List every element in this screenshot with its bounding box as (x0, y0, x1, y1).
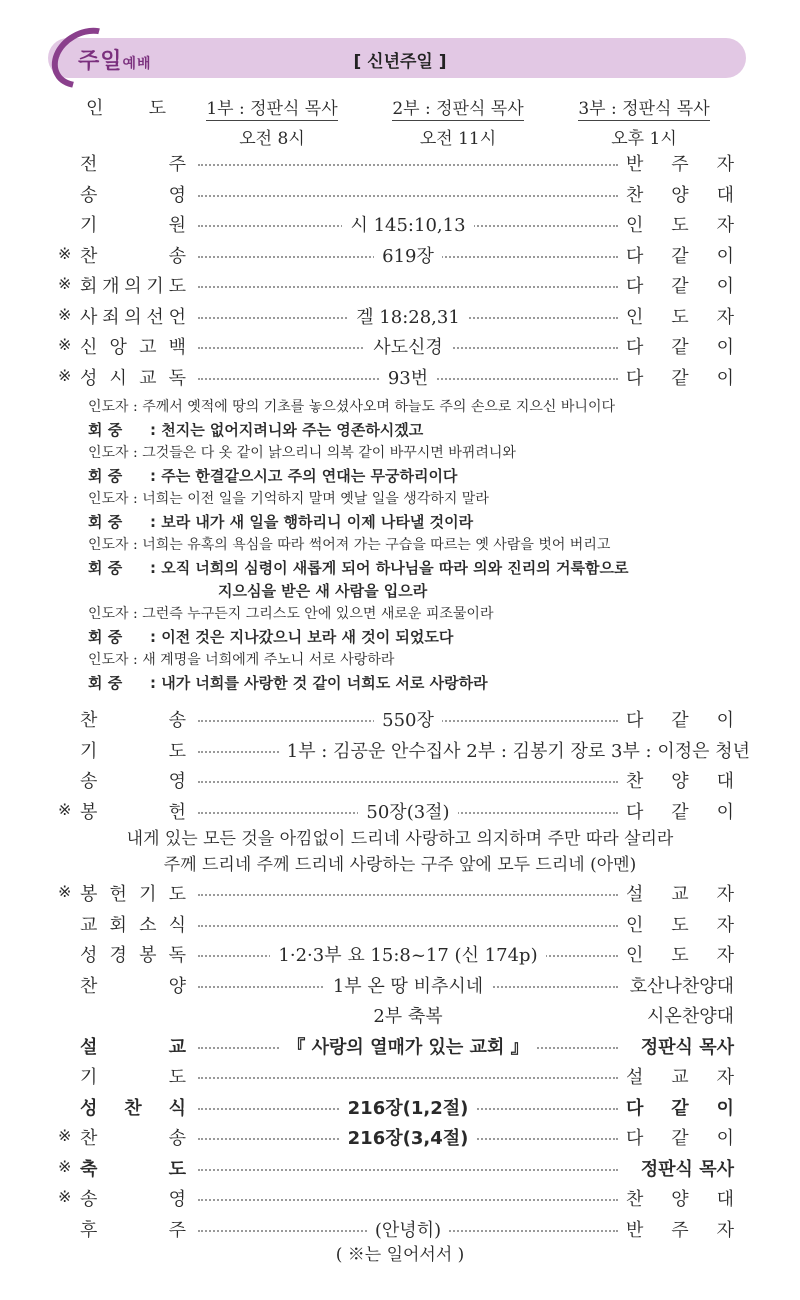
order-item-person: 다 같 이 (626, 276, 734, 297)
order-item-label: 성 경 봉 독 (80, 945, 186, 966)
order-item-person: 반 주 자 (626, 1219, 734, 1241)
stand-mark: ※ (58, 274, 72, 293)
congregation-label: 회 중 (88, 628, 123, 646)
stand-mark: ※ (58, 1187, 72, 1206)
service-theme: [ 신년주일 ] (353, 52, 447, 72)
reading-line: 회 중 : 주는 한결같으시고 주의 연대는 무궁하리이다 (88, 465, 748, 488)
leaders-label: 인 도 (86, 98, 166, 119)
order-row (0, 242, 800, 270)
order-item-person: 인 도 자 (626, 215, 734, 236)
order-row (0, 1033, 800, 1061)
dot-leader (198, 164, 618, 166)
order-item-detail: 216장(1,2절) (198, 1094, 618, 1120)
dot-leader (198, 286, 618, 288)
order-row (0, 1124, 800, 1152)
order-item-person: 다 같 이 (626, 1097, 734, 1119)
order-row (0, 1063, 800, 1091)
footer-note: ( ※는 일어서서 ) (335, 1245, 465, 1265)
order-row (0, 798, 800, 826)
order-item-label: 찬 송 (80, 1128, 186, 1149)
order-item-detail: 1부 : 김공운 안수집사 2부 : 김봉기 장로 3부 : 이정은 청년 (226, 737, 750, 763)
order-item-detail: 50장(3절) (198, 798, 618, 824)
congregation-label: 회 중 (88, 513, 123, 531)
order-item-person: 다 같 이 (626, 245, 734, 267)
order-item-label: 후 주 (80, 1219, 186, 1241)
order-item-label: 기 도 (80, 1067, 186, 1088)
order-item-label: 성 시 교 독 (80, 367, 186, 389)
order-item-person: 인 도 자 (626, 306, 734, 328)
order-item-person: 다 같 이 (626, 367, 734, 389)
order-item-person: 반 주 자 (626, 154, 734, 175)
order-item-detail: 619장 (198, 242, 618, 268)
order-row (0, 333, 800, 361)
order-item-person: 설 교 자 (626, 1067, 734, 1088)
order-item-person: 다 같 이 (626, 801, 734, 823)
dot-leader (198, 195, 618, 197)
order-item-detail: 216장(3,4절) (198, 1124, 618, 1150)
order-row (0, 737, 800, 765)
order-item-label: 봉 헌 (80, 801, 186, 823)
order-item-label: 축 도 (80, 1158, 186, 1180)
order-item-detail: 『 사랑의 열매가 있는 교회 』 (198, 1033, 618, 1059)
order-item-label: 송 영 (80, 184, 186, 206)
order-item-label: 기 도 (80, 740, 186, 762)
dot-leader (198, 781, 618, 783)
order-item-person: 시온찬양대 (647, 1006, 734, 1027)
reading-line: 인도자 : 새 계명을 너희에게 주노니 서로 사랑하라 (88, 652, 395, 668)
order-item-detail: 550장 (198, 706, 618, 732)
order-row (0, 181, 800, 209)
order-item-person: 다 같 이 (626, 1128, 734, 1149)
order-item-detail: 1·2·3부 요 15:8~17 (신 174p) (198, 941, 618, 967)
order-item-person: 찬 양 대 (626, 184, 734, 206)
order-item-person: 정판식 목사 (640, 1036, 734, 1058)
order-item-label: 신 앙 고 백 (80, 337, 186, 358)
order-item-person: 다 같 이 (626, 710, 734, 731)
congregation-label: 회 중 (88, 674, 123, 692)
lyrics-line: 주께 드리네 주께 드리네 사랑하는 구주 앞에 모두 드리네 (아멘) (163, 855, 637, 875)
order-item-person: 인 도 자 (626, 914, 734, 936)
order-item-label: 찬 양 (80, 975, 186, 997)
reading-line: 회 중 : 보라 내가 새 일을 행하리니 이제 나타낼 것이라 (88, 511, 748, 534)
order-item-detail: (안녕히) (198, 1216, 618, 1242)
order-row (0, 706, 800, 734)
leader-service-3: 3부 : 정판식 목사 오후 1시 (564, 94, 724, 149)
order-row (0, 880, 800, 908)
order-row (0, 911, 800, 939)
reading-line: 인도자 : 그것들은 다 옷 같이 낡으리니 의복 같이 바꾸시면 바뀌려니와 (88, 445, 516, 461)
leader-service-1: 1부 : 정판식 목사 오전 8시 (192, 94, 352, 149)
order-item-person: 설 교 자 (626, 884, 734, 905)
offering-lyrics (0, 826, 800, 878)
order-item-label: 교 회 소 식 (80, 914, 186, 936)
order-item-label: 찬 송 (80, 245, 186, 267)
leaders-row (0, 94, 800, 149)
order-item-label: 찬 송 (80, 710, 186, 731)
order-row (0, 1155, 800, 1183)
order-item-person: 찬 양 대 (626, 771, 734, 792)
header-title-main: 주일 (78, 49, 123, 74)
order-row (0, 150, 800, 178)
order-item-label: 사 죄 의 선 언 (80, 306, 186, 328)
order-item-person: 정판식 목사 (640, 1158, 734, 1180)
responsive-reading (88, 396, 748, 695)
reading-line: 회 중 : 천지는 없어지려니와 주는 영존하시겠고 (88, 419, 748, 442)
stand-mark: ※ (58, 304, 72, 324)
leader-service-2: 2부 : 정판식 목사 오전 11시 (378, 94, 538, 149)
order-item-person: 찬 양 대 (626, 1189, 734, 1210)
congregation-label: 회 중 (88, 559, 123, 577)
stand-mark: ※ (58, 335, 72, 354)
reading-line: 인도자 : 그런즉 누구든지 그리스도 안에 있으면 새로운 피조물이라 (88, 606, 494, 622)
order-row (0, 272, 800, 300)
reading-line: 인도자 : 주께서 옛적에 땅의 기초를 놓으셨사오며 하늘도 주의 손으로 지으신 바니이다 (88, 399, 616, 415)
reading-line: 회 중 : 오직 너희의 심령이 새롭게 되어 하나님을 따라 의와 진리의 거룩함으로 (88, 557, 748, 580)
order-item-detail: 1부 온 땅 비추시네 (198, 972, 618, 998)
reading-line: 인도자 : 너희는 유혹의 욕심을 따라 썩어져 가는 구습을 따르는 옛 사람을 벗어 버리고 (88, 537, 611, 553)
order-item-label: 회 개 의 기 도 (80, 276, 186, 297)
order-row (0, 972, 800, 1000)
dot-leader (198, 1169, 618, 1171)
stand-mark: ※ (58, 365, 72, 385)
order-item-person: 인 도 자 (626, 945, 734, 966)
order-item-detail: 겔 18:28,31 (198, 303, 618, 329)
order-item-label: 성 찬 식 (80, 1097, 186, 1119)
order-row (0, 211, 800, 239)
congregation-label: 회 중 (88, 421, 123, 439)
order-row (0, 767, 800, 795)
order-item-detail: 93번 (198, 364, 618, 390)
stand-mark: ※ (58, 882, 72, 901)
order-row (0, 1094, 800, 1122)
order-item-label: 설 교 (80, 1036, 186, 1058)
order-row (0, 941, 800, 969)
order-row (0, 364, 800, 392)
stand-mark: ※ (58, 1156, 72, 1176)
order-item-detail: 사도신경 (198, 333, 618, 359)
lyrics-line: 내게 있는 모든 것을 아낌없이 드리네 사랑하고 의지하며 주만 따라 살리라 (126, 829, 674, 849)
reading-line: 회 중 : 이전 것은 지나갔으니 보라 새 것이 되었도다 (88, 626, 748, 649)
order-item-label: 기 원 (80, 215, 186, 236)
dot-leader (198, 925, 618, 927)
order-row (0, 1002, 800, 1030)
stand-mark: ※ (58, 243, 72, 263)
order-item-person: 다 같 이 (626, 337, 734, 358)
congregation-label: 회 중 (88, 467, 123, 485)
header-title-sub: 예배 (122, 56, 152, 72)
reading-line: 회 중 : 내가 너희를 사랑한 것 같이 너희도 서로 사랑하라 (88, 672, 748, 695)
order-row (0, 1185, 800, 1213)
reading-line: 인도자 : 너희는 이전 일을 기억하지 말며 옛날 일을 생각하지 말라 (88, 491, 489, 507)
stand-mark: ※ (58, 799, 72, 819)
dot-leader (198, 1077, 618, 1079)
order-item-label: 전 주 (80, 154, 186, 175)
order-item-detail: 시 145:10,13 (198, 211, 618, 237)
reading-line: 지으심을 받은 새 사람을 입으라 (218, 582, 428, 600)
stand-mark: ※ (58, 1126, 72, 1145)
order-item-label: 송 영 (80, 1189, 186, 1210)
order-item-person: 호산나찬양대 (629, 975, 734, 997)
order-item-label: 송 영 (80, 771, 186, 792)
order-item-label: 봉 헌 기 도 (80, 884, 186, 905)
order-row (0, 303, 800, 331)
order-item-detail: 2부 축복 (198, 1002, 618, 1028)
dot-leader (198, 894, 618, 896)
dot-leader (198, 1199, 618, 1201)
